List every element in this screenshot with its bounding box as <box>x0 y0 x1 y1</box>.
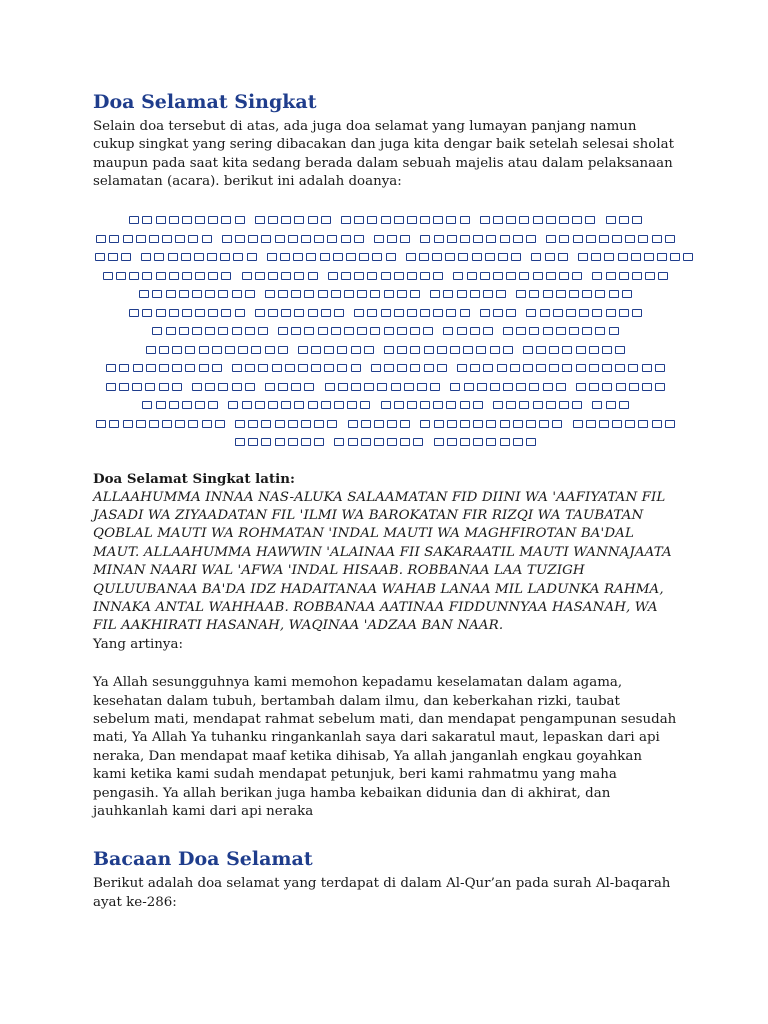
intro-paragraph: Selain doa tersebut di atas, ada juga doa selamat yang lumayan panjang namun cukup singkat yang sering dibacakan dan juga kita dengar baik setelah selesai sholat maupun pada saat kita sedang berada dalam sebuah majelis atau dalam pelaksanaan selamatan (acara). berikut ini adalah doanya: <box>93 119 675 190</box>
arabic-line <box>93 434 678 453</box>
arabic-prayer-text <box>93 212 678 453</box>
latin-transliteration: ALLAAHUMMA INNAA NAS-ALUKA SALAAMATAN FID DIINI WA 'AAFIYATAN FIL JASADI WA ZIYAADATAN FIL 'ILMI WA BAROKATAN FIR RIZQI WA TAUBATAN QOBLAL MAUTI WA ROHMATAN 'INDAL MAUTI WA MAGHFIROTAN BA'DAL MAUT. ALLAAHUMMA HAWWIN 'ALAINAA FII SAKARAATIL MAUTI WANNAJAATA MINAN NAARI WAL 'AFWA 'INDAL HISAAB. ROBBANAA LAA TUZIGH QULUUBANAA BA'DA IDZ HADAITANAA WAHAB LANAA MIL LADUNKA RAHMA, INNAKA ANTAL WAHHAAB. ROBBANAA AATINAA FIDDUNNYAA HASANAH, WA FIL AAKHIRATI HASANAH, WAQINAA 'ADZAA BAN NAAR. <box>93 489 672 634</box>
section-heading-bacaan-doa-selamat: Bacaan Doa Selamat <box>93 848 313 871</box>
meaning-label: Yang artinya: <box>93 636 183 652</box>
section-bacaan-doa-selamat <box>93 845 678 912</box>
arabic-line <box>93 378 678 397</box>
arabic-line <box>93 323 678 342</box>
arabic-line <box>93 304 678 323</box>
arabic-line <box>93 249 678 268</box>
section2-intro-paragraph: Berikut adalah doa selamat yang terdapat di dalam Al-Qur’an pada surah Al-baqarah ayat ke-286: <box>93 876 671 910</box>
arabic-line <box>93 212 678 231</box>
arabic-line <box>93 286 678 305</box>
arabic-line <box>93 267 678 286</box>
arabic-line <box>93 415 678 434</box>
arabic-line <box>93 341 678 360</box>
translation-paragraph: Ya Allah sesungguhnya kami memohon kepadamu keselamatan dalam agama, kesehatan dalam tubuh, bertambah dalam ilmu, dan keberkahan rizki, taubat sebelum mati, mendapat rahmat sebelum mati, dan mendapat pengampunan sesudah mati, Ya Allah Ya tuhanku ringankanlah saya dari sakaratul maut, lepaskan dari api neraka, Dan mendapat maaf ketika dihisab, Ya allah janganlah engkau goyahkan kami ketika kami sudah mendapat petunjuk, beri kami rahmatmu yang maha pengasih. Ya allah berikan juga hamba kebaikan didunia dan di akhirat, dan jauhkanlah kami dari api neraka <box>93 675 677 820</box>
arabic-line <box>93 360 678 379</box>
arabic-line <box>93 397 678 416</box>
arabic-line <box>93 230 678 249</box>
latin-label: Doa Selamat Singkat latin: <box>93 471 295 488</box>
section-heading-doa-selamat-singkat: Doa Selamat Singkat <box>93 91 317 113</box>
document-page <box>93 88 678 912</box>
